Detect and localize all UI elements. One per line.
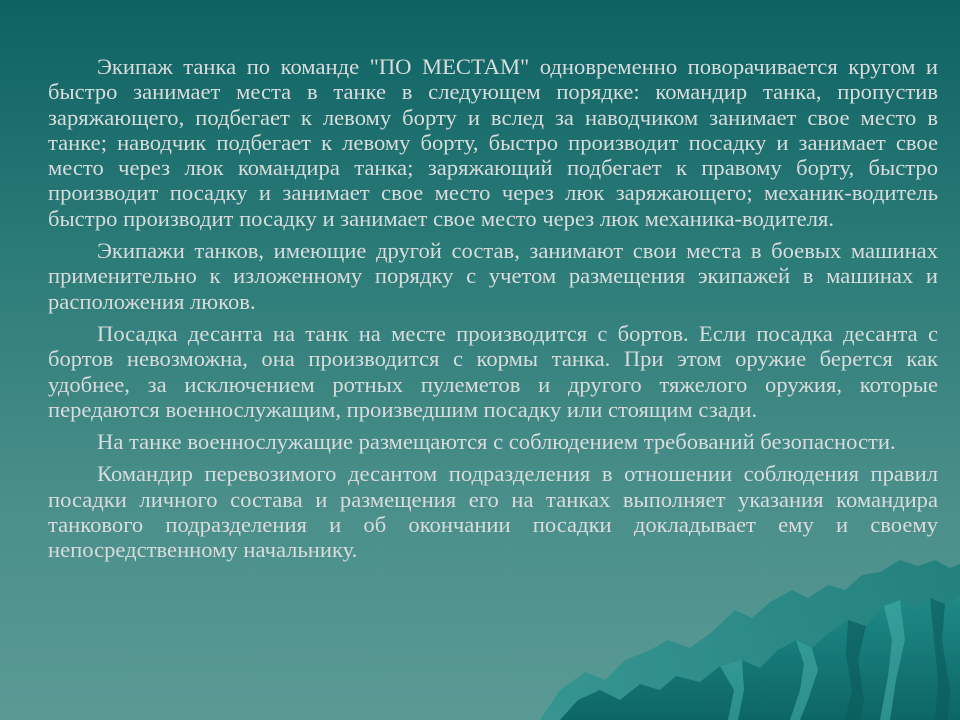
paragraph-commander-report: Командир перевозимого десантом подразделения в отношении соблюдения правил посадки личного состава и размещения его на танках выполняет указания командира танкового подразделения и об окончании посадки докладывает ему и своему непосредственному начальнику. (48, 461, 938, 563)
paragraph-troop-boarding: Посадка десанта на танк на месте производится с бортов. Если посадка десанта с бортов невозможна, она производится с кормы танка. При этом оружие берется как удобнее, за исключением ротных пулеметов и другого тяжелого оружия, которые передаются военнослужащим, произведшим посадку или стоящим сзади. (48, 320, 938, 422)
paragraph-other-crews: Экипажи танков, имеющие другой состав, занимают свои места в боевых машинах применительно к изложенному порядку с учетом размещения экипажей в машинах и расположения люков. (48, 238, 938, 314)
text-body (48, 54, 938, 570)
paragraph-crew-positions: Экипаж танка по команде "ПО МЕСТАМ" одновременно поворачивается кругом и быстро занимает места в танке в следующем порядке: командир танка, пропустив заряжающего, подбегает к левому борту и вслед за наводчиком занимает свое место в танке; наводчик подбегает к левому борту, быстро производит посадку и занимает свое место через люк командира танка; заряжающий подбегает к правому борту, быстро производит посадку и занимает свое место через люк заряжающего; механик-водитель быстро производит посадку и занимает свое место через люк механика-водителя. (48, 54, 938, 231)
paragraph-safety: На танке военнослужащие размещаются с соблюдением требований безопасности. (97, 429, 896, 455)
